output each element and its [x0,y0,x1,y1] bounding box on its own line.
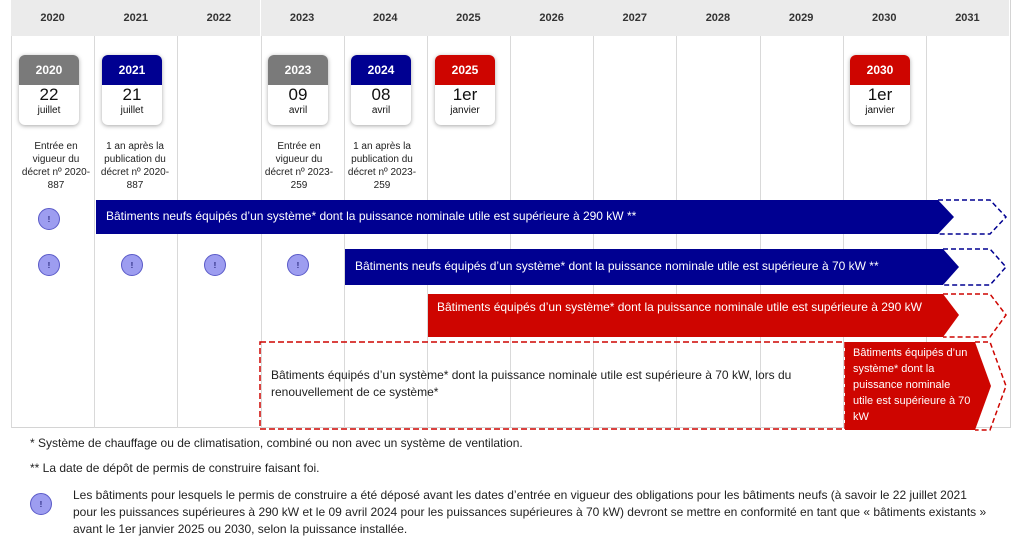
card-day: 1er [867,85,893,104]
card-day: 08 [371,85,391,104]
year-header-2031: 2031 [926,0,1009,36]
year-header-2020: 2020 [11,0,94,36]
card-month: janvier [450,105,480,116]
card-day: 1er [452,85,478,104]
card-year: 2025 [435,55,495,85]
year-header-2028: 2028 [676,0,759,36]
info-dot-icon: ! [38,208,60,230]
info-dot-icon: ! [287,254,309,276]
arrow-290-label: Bâtiments équipés d’un système* dont la puissance nominale utile est supérieure à 290 kW [437,300,922,314]
note-2020: Entrée en vigueur du décret nº 2020-887 [21,141,91,191]
year-header-2029: 2029 [760,0,843,36]
info-dot-icon: ! [38,254,60,276]
info-dot-icon: ! [204,254,226,276]
footnote-legend: Les bâtiments pour lesquels le permis de construire a été déposé avant les dates d’entrée en vigueur des obligations pour les bâtiments neufs (à savoir le 22 juillet 2021 pour les puissances supérieures à 290 kW et le 09 avril 2024 pour les puissances supérieures à 70 kW) devront se mettre en conformité en tant que « bâtiments existants » avant le 1er janvier 2025 ou 2030, selon la puissance installée. [73,488,987,536]
note-2023: Entrée en vigueur du décret nº 2023-259 [264,141,334,191]
card-year: 2024 [351,55,411,85]
footnote-star: * Système de chauffage ou de climatisation, combiné ou non avec un système de ventilation. [30,436,523,450]
card-day: 09 [288,85,308,104]
year-header-2025: 2025 [427,0,510,36]
footnote-double-star: ** La date de dépôt de permis de construire faisant foi. [30,461,320,475]
arrow-70-renouvellement-label: Bâtiments équipés d’un système* dont la puissance nominale utile est supérieure à 70 kW, lors du renouvellement de ce système* [271,368,792,399]
year-header-2023: 2023 [261,0,344,36]
card-day: 22 [39,85,59,104]
info-dot-icon: ! [121,254,143,276]
note-2024: 1 an après la publication du décret nº 2023-259 [347,141,417,191]
card-year: 2030 [850,55,910,85]
arrow-neufs-290-label: Bâtiments neufs équipés d’un système* dont la puissance nominale utile est supérieure à 290 kW ** [106,209,637,223]
year-header-2021: 2021 [94,0,177,36]
note-2021: 1 an après la publication du décret nº 2020-887 [100,141,170,191]
card-month: janvier [865,105,895,116]
card-month: avril [371,105,391,116]
card-month: juillet [120,105,144,116]
year-header-2022: 2022 [177,0,260,36]
card-month: juillet [37,105,61,116]
card-year: 2021 [102,55,162,85]
year-header-2030: 2030 [843,0,926,36]
card-day: 21 [122,85,142,104]
card-month: avril [288,105,308,116]
card-year: 2020 [19,55,79,85]
card-year: 2023 [268,55,328,85]
arrow-70-label: Bâtiments équipés d’un système* dont la puissance nominale utile est supérieure à 70 kW [853,347,971,423]
year-header-2024: 2024 [344,0,427,36]
year-header-2026: 2026 [510,0,593,36]
arrow-neufs-70-label: Bâtiments neufs équipés d’un système* dont la puissance nominale utile est supérieure à 70 kW ** [355,259,879,273]
info-dot-icon: ! [30,493,52,515]
year-header-2027: 2027 [593,0,676,36]
